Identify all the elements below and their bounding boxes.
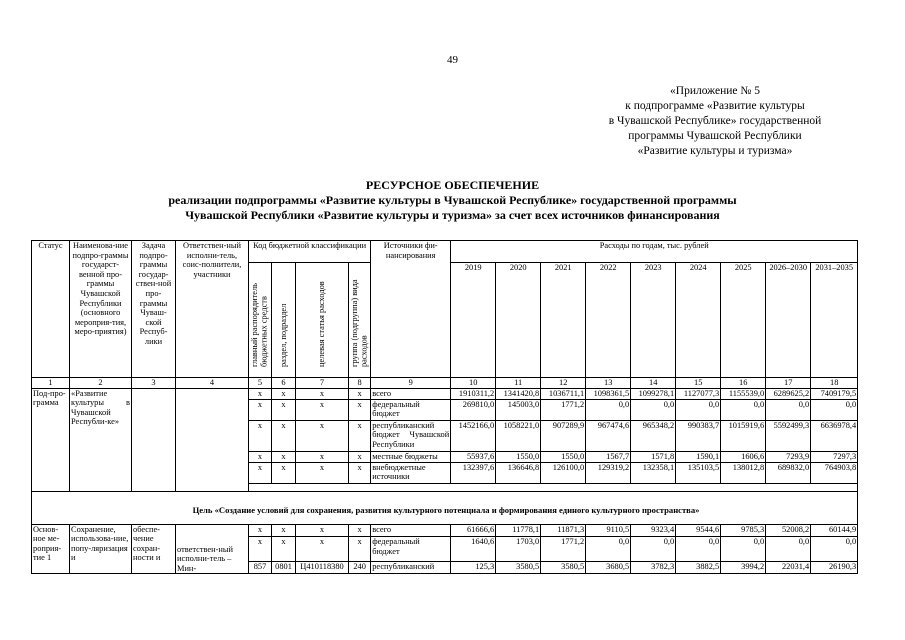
value-cell: 0,0	[811, 399, 858, 420]
value-cell: 1015919,6	[721, 420, 766, 451]
value-cell: 1550,0	[541, 451, 586, 462]
value-cell: 1571,8	[631, 451, 676, 462]
bc-admin-cell: x	[249, 524, 272, 537]
value-cell: 135103,5	[676, 462, 721, 483]
value-cell: 3580,5	[496, 561, 541, 574]
value-cell: 0,0	[766, 537, 811, 561]
value-cell: 26190,3	[811, 561, 858, 574]
value-cell: 1771,2	[541, 399, 586, 420]
value-cell: 125,3	[451, 561, 496, 574]
empty-cell	[249, 483, 858, 491]
value-cell: 3680,5	[586, 561, 631, 574]
header-year: 2020	[496, 263, 541, 378]
value-cell: 129319,2	[586, 462, 631, 483]
main1-status: Основ-ное ме-роприя-тие 1	[32, 524, 70, 574]
value-cell: 0,0	[631, 537, 676, 561]
col-number: 8	[349, 378, 371, 389]
main1-task: обеспе-чение сохран-ности и	[132, 524, 176, 574]
value-cell: 3580,5	[541, 561, 586, 574]
sub-name: «Развитие культуры в Чувашской Республи-ке»	[70, 388, 132, 491]
value-cell: 1550,0	[496, 451, 541, 462]
header-sources: Источники фи-нансирования	[371, 241, 451, 378]
bc-group-cell: x	[349, 420, 371, 451]
value-cell: 132397,6	[451, 462, 496, 483]
appendix-line-4: программы Чувашской Республики	[628, 130, 802, 142]
value-cell: 0,0	[811, 537, 858, 561]
value-cell: 22031,4	[766, 561, 811, 574]
value-cell: 269810,0	[451, 399, 496, 420]
value-cell: 6289625,2	[766, 388, 811, 399]
appendix-line-2: к подпрограмме «Развитие культуры	[625, 100, 805, 112]
source-cell: республиканский	[371, 561, 451, 574]
bc-section-cell: x	[272, 462, 296, 483]
value-cell: 1099278,1	[631, 388, 676, 399]
header-year: 2021	[541, 263, 586, 378]
header-year: 2019	[451, 263, 496, 378]
value-cell: 1910311,2	[451, 388, 496, 399]
value-cell: 132358,1	[631, 462, 676, 483]
page-number: 49	[447, 54, 458, 66]
col-number: 10	[451, 378, 496, 389]
bc-admin-cell: 857	[249, 561, 272, 574]
bc-group-cell: 240	[349, 561, 371, 574]
bc-article-cell: x	[296, 537, 349, 561]
resource-table	[31, 240, 858, 574]
title-line-2: реализации подпрограммы «Развитие культуры в Чувашской Республике» государственной программы	[168, 193, 737, 207]
value-cell: 907289,9	[541, 420, 586, 451]
bc-admin-cell: x	[249, 462, 272, 483]
value-cell: 3994,2	[721, 561, 766, 574]
appendix-line-1: «Приложение № 5	[670, 85, 760, 97]
value-cell: 60144,9	[811, 524, 858, 537]
col-number: 16	[721, 378, 766, 389]
goal-text: Цель «Создание условий для сохранения, развития культурного потенциала и формирования единого культурного пространства»	[192, 505, 700, 515]
col-number: 6	[272, 378, 296, 389]
value-cell: 1341420,8	[496, 388, 541, 399]
bc-admin-cell: x	[249, 388, 272, 399]
value-cell: 3882,5	[676, 561, 721, 574]
value-cell: 764903,8	[811, 462, 858, 483]
bc-section-cell: x	[272, 399, 296, 420]
bc-section-cell: x	[272, 537, 296, 561]
value-cell: 1036711,1	[541, 388, 586, 399]
value-cell: 9110,5	[586, 524, 631, 537]
value-cell: 126100,0	[541, 462, 586, 483]
sub-responsible	[176, 388, 249, 491]
value-cell: 7409179,5	[811, 388, 858, 399]
value-cell: 138012,8	[721, 462, 766, 483]
value-cell: 1127077,3	[676, 388, 721, 399]
header-bc-article: целевая статья расходов	[296, 263, 349, 378]
value-cell: 0,0	[721, 537, 766, 561]
value-cell: 965348,2	[631, 420, 676, 451]
appendix-line-3: в Чувашской Республике» государственной	[608, 115, 822, 127]
col-number: 5	[249, 378, 272, 389]
bc-section-cell: x	[272, 524, 296, 537]
sub-status: Под-про-грамма	[32, 388, 70, 491]
bc-article-cell: x	[296, 388, 349, 399]
value-cell: 9785,3	[721, 524, 766, 537]
value-cell: 1155539,0	[721, 388, 766, 399]
value-cell: 1567,7	[586, 451, 631, 462]
bc-article-cell: x	[296, 399, 349, 420]
bc-section-cell: x	[272, 388, 296, 399]
bc-section-cell: x	[272, 420, 296, 451]
header-year: 2024	[676, 263, 721, 378]
appendix-line-5: «Развитие культуры и туризма»	[637, 145, 793, 157]
source-cell: федеральный бюджет	[371, 537, 451, 561]
col-number: 4	[176, 378, 249, 389]
value-cell: 9544,6	[676, 524, 721, 537]
value-cell: 967474,6	[586, 420, 631, 451]
bc-group-cell: x	[349, 537, 371, 561]
col-number: 11	[496, 378, 541, 389]
value-cell: 0,0	[586, 537, 631, 561]
col-number: 17	[766, 378, 811, 389]
header-year: 2022	[586, 263, 631, 378]
value-cell: 7293,9	[766, 451, 811, 462]
header-year: 2026–2030	[766, 263, 811, 378]
value-cell: 0,0	[586, 399, 631, 420]
source-cell: местные бюджеты	[371, 451, 451, 462]
bc-group-cell: x	[349, 451, 371, 462]
col-number: 14	[631, 378, 676, 389]
header-bc-group: группа (подгруппа) вида расходов	[349, 263, 371, 378]
source-cell: федеральный бюджет	[371, 399, 451, 420]
value-cell: 1640,6	[451, 537, 496, 561]
bc-admin-cell: x	[249, 451, 272, 462]
main1-responsible: ответствен-ный исполни-тель – Мин-	[176, 524, 249, 574]
header-expenses: Расходы по годам, тыс. рублей	[451, 241, 858, 263]
title-line-3: Чувашской Республики «Развитие культуры и туризма» за счет всех источников финансирования	[185, 208, 720, 222]
value-cell: 1703,0	[496, 537, 541, 561]
col-number: 7	[296, 378, 349, 389]
value-cell: 1606,6	[721, 451, 766, 462]
value-cell: 0,0	[721, 399, 766, 420]
value-cell: 61666,6	[451, 524, 496, 537]
value-cell: 0,0	[766, 399, 811, 420]
value-cell: 0,0	[631, 399, 676, 420]
value-cell: 6636978,4	[811, 420, 858, 451]
bc-admin-cell: x	[249, 399, 272, 420]
source-cell: всего	[371, 524, 451, 537]
bc-article-cell: x	[296, 451, 349, 462]
value-cell: 1452166,0	[451, 420, 496, 451]
bc-group-cell: x	[349, 399, 371, 420]
bc-group-cell: x	[349, 462, 371, 483]
document-title	[0, 178, 905, 223]
bc-group-cell: x	[349, 388, 371, 399]
main1-name: Сохранение, использова-ние, попу-ляризация и	[70, 524, 132, 574]
col-number: 2	[70, 378, 132, 389]
bc-article-cell: Ц410118380	[296, 561, 349, 574]
header-task: Задача подпро-граммы государ-ствен-ной про-граммы Чуваш-ской Респуб-лики	[132, 241, 176, 378]
header-year: 2023	[631, 263, 676, 378]
value-cell: 5592499,3	[766, 420, 811, 451]
header-year: 2025	[721, 263, 766, 378]
source-cell: внебюджетные источники	[371, 462, 451, 483]
col-number: 12	[541, 378, 586, 389]
bc-section-cell: x	[272, 451, 296, 462]
value-cell: 1771,2	[541, 537, 586, 561]
source-cell: всего	[371, 388, 451, 399]
table-row	[32, 388, 858, 399]
value-cell: 11778,1	[496, 524, 541, 537]
value-cell: 990383,7	[676, 420, 721, 451]
bc-admin-cell: x	[249, 420, 272, 451]
appendix-caption	[570, 84, 860, 159]
bc-section-cell: 0801	[272, 561, 296, 574]
header-bc-admin: главный распорядитель бюджетных средств	[249, 263, 272, 378]
value-cell: 1098361,5	[586, 388, 631, 399]
value-cell: 0,0	[676, 537, 721, 561]
value-cell: 55937,6	[451, 451, 496, 462]
table-row	[32, 524, 858, 537]
header-status: Статус	[32, 241, 70, 378]
value-cell: 11871,3	[541, 524, 586, 537]
value-cell: 52008,2	[766, 524, 811, 537]
col-number: 1	[32, 378, 70, 389]
bc-article-cell: x	[296, 524, 349, 537]
header-year: 2031–2035	[811, 263, 858, 378]
header-budget-code: Код бюджетной классификации	[249, 241, 371, 263]
value-cell: 7297,3	[811, 451, 858, 462]
value-cell: 3782,3	[631, 561, 676, 574]
col-number: 3	[132, 378, 176, 389]
header-name: Наименова-ние подпро-граммы государст-венной про-граммы Чувашской Республики (основного мероприя-тия, меро-приятия)	[70, 241, 132, 378]
bc-admin-cell: x	[249, 537, 272, 561]
value-cell: 0,0	[676, 399, 721, 420]
column-number-row	[32, 378, 858, 389]
value-cell: 145003,0	[496, 399, 541, 420]
header-bc-section: раздел, подраздел	[272, 263, 296, 378]
value-cell: 9323,4	[631, 524, 676, 537]
bc-group-cell: x	[349, 524, 371, 537]
title-line-1: РЕСУРСНОЕ ОБЕСПЕЧЕНИЕ	[365, 178, 540, 192]
header-responsible: Ответствен-ный исполни-тель, соис-полнители, участники	[176, 241, 249, 378]
sub-task	[132, 388, 176, 491]
value-cell: 136646,8	[496, 462, 541, 483]
col-number: 13	[586, 378, 631, 389]
bc-article-cell: x	[296, 420, 349, 451]
value-cell: 689832,0	[766, 462, 811, 483]
col-number: 18	[811, 378, 858, 389]
col-number: 15	[676, 378, 721, 389]
col-number: 9	[371, 378, 451, 389]
bc-article-cell: x	[296, 462, 349, 483]
source-cell: республиканский бюджет Чувашской Республики	[371, 420, 451, 451]
value-cell: 1058221,0	[496, 420, 541, 451]
value-cell: 1590,1	[676, 451, 721, 462]
